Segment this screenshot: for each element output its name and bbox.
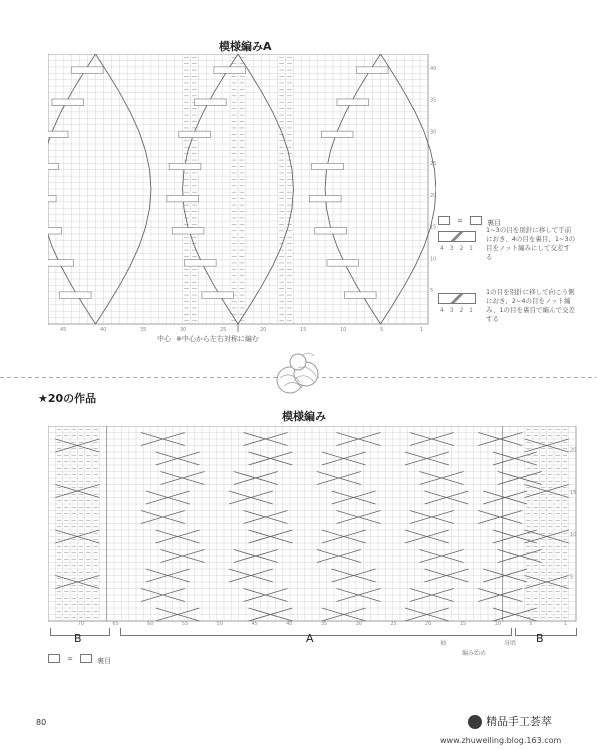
legend-cable-1-text: 1~3の目を別針に移して手前におき、4の目を裏目、1~3の目をノット編みにして交差する bbox=[486, 226, 576, 261]
page-number: 80 bbox=[36, 718, 47, 727]
row-number: 10 bbox=[430, 256, 436, 263]
cable-1-digits: 4 3 2 1 bbox=[440, 245, 475, 252]
col-number: 40 bbox=[286, 621, 293, 626]
legend-cable-1 bbox=[438, 226, 476, 252]
label-b-left: B bbox=[74, 632, 82, 645]
row-number: 5 bbox=[570, 574, 574, 581]
col-numbers bbox=[60, 327, 423, 333]
chart-b-title: 模様編み bbox=[282, 410, 326, 423]
col-number: 30 bbox=[180, 327, 187, 333]
row-number: 40 bbox=[430, 65, 436, 72]
watermark bbox=[468, 713, 552, 729]
col-number: 65 bbox=[112, 621, 119, 626]
row-number: 35 bbox=[430, 97, 436, 104]
purl-key-box bbox=[438, 216, 450, 225]
section-header: ★20の作品 bbox=[38, 392, 97, 405]
chart-a-symmetry-note: ※中心から左右対称に編む bbox=[176, 335, 259, 343]
col-number: 60 bbox=[147, 621, 154, 626]
row-number: 15 bbox=[570, 489, 577, 496]
row-number: 20 bbox=[570, 447, 577, 454]
col-number: 15 bbox=[300, 327, 307, 333]
marker-right: 身頃 bbox=[504, 640, 517, 647]
purl-key-box-b bbox=[48, 654, 60, 663]
chart-a-title: 模様編みA bbox=[219, 40, 272, 53]
row-number: 10 bbox=[570, 532, 577, 539]
col-number: 55 bbox=[181, 621, 189, 626]
col-number: 25 bbox=[220, 327, 227, 333]
col-number: 10 bbox=[340, 327, 347, 333]
chart-a-grid bbox=[48, 54, 436, 334]
wechat-icon bbox=[468, 715, 482, 729]
legend-purl-label-b: 裏目 bbox=[97, 657, 112, 665]
row-number: 15 bbox=[430, 224, 436, 231]
chart-b-grid bbox=[48, 426, 578, 626]
col-number: 10 bbox=[494, 621, 501, 626]
col-numbers bbox=[78, 621, 568, 626]
purl-symbol-box bbox=[470, 216, 482, 225]
purl-symbol-box-b bbox=[80, 654, 92, 663]
chart-b-purl-legend bbox=[48, 648, 111, 667]
col-number: 30 bbox=[355, 621, 362, 626]
yarn-ball-icon bbox=[268, 348, 328, 398]
col-number: 45 bbox=[251, 621, 258, 626]
row-number: 5 bbox=[430, 288, 434, 295]
legend-cable-2-text: 1の目を別針に移して向こう側におき、2~4の目をノット編み、1の目を裏目で編んで交差する bbox=[486, 288, 576, 323]
col-number: 35 bbox=[140, 327, 147, 333]
label-a: A bbox=[306, 632, 314, 645]
row-number: 30 bbox=[430, 129, 436, 136]
col-number: 5 bbox=[380, 327, 384, 333]
col-number: 5 bbox=[529, 621, 533, 626]
col-number: 1 bbox=[564, 621, 568, 626]
marker-left: 袖 bbox=[440, 640, 447, 647]
cable-right-cross-icon bbox=[438, 293, 476, 304]
col-number: 40 bbox=[100, 327, 107, 333]
legend-eq-b: = bbox=[67, 654, 73, 663]
watermark-text: 精品手工荟萃 bbox=[486, 715, 552, 728]
col-number: 25 bbox=[390, 621, 397, 626]
col-number: 15 bbox=[459, 621, 467, 626]
col-number: 70 bbox=[77, 621, 85, 626]
col-number: 20 bbox=[425, 621, 432, 626]
footer-url: www.zhuweiling.blog.163.com bbox=[440, 736, 562, 745]
col-number: 1 bbox=[420, 327, 424, 333]
row-number: 25 bbox=[430, 161, 436, 168]
label-b-right: B bbox=[536, 632, 544, 645]
legend-eq: = bbox=[457, 216, 463, 225]
col-number: 50 bbox=[216, 621, 224, 626]
col-number: 45 bbox=[60, 327, 67, 333]
col-number: 20 bbox=[260, 327, 267, 333]
legend-cable-2 bbox=[438, 288, 476, 314]
chart-a-center-label: 中心 bbox=[157, 335, 171, 343]
col-number: 35 bbox=[320, 621, 328, 626]
brace-a bbox=[120, 628, 512, 636]
brace-b-right bbox=[515, 628, 577, 636]
cable-2-digits: 4 3 2 1 bbox=[440, 307, 475, 314]
legend-purl-label: 裏目 bbox=[487, 219, 502, 227]
row-number: 20 bbox=[430, 192, 436, 199]
cable-left-cross-icon bbox=[438, 231, 476, 242]
hem-note: 編み始め bbox=[462, 650, 487, 657]
